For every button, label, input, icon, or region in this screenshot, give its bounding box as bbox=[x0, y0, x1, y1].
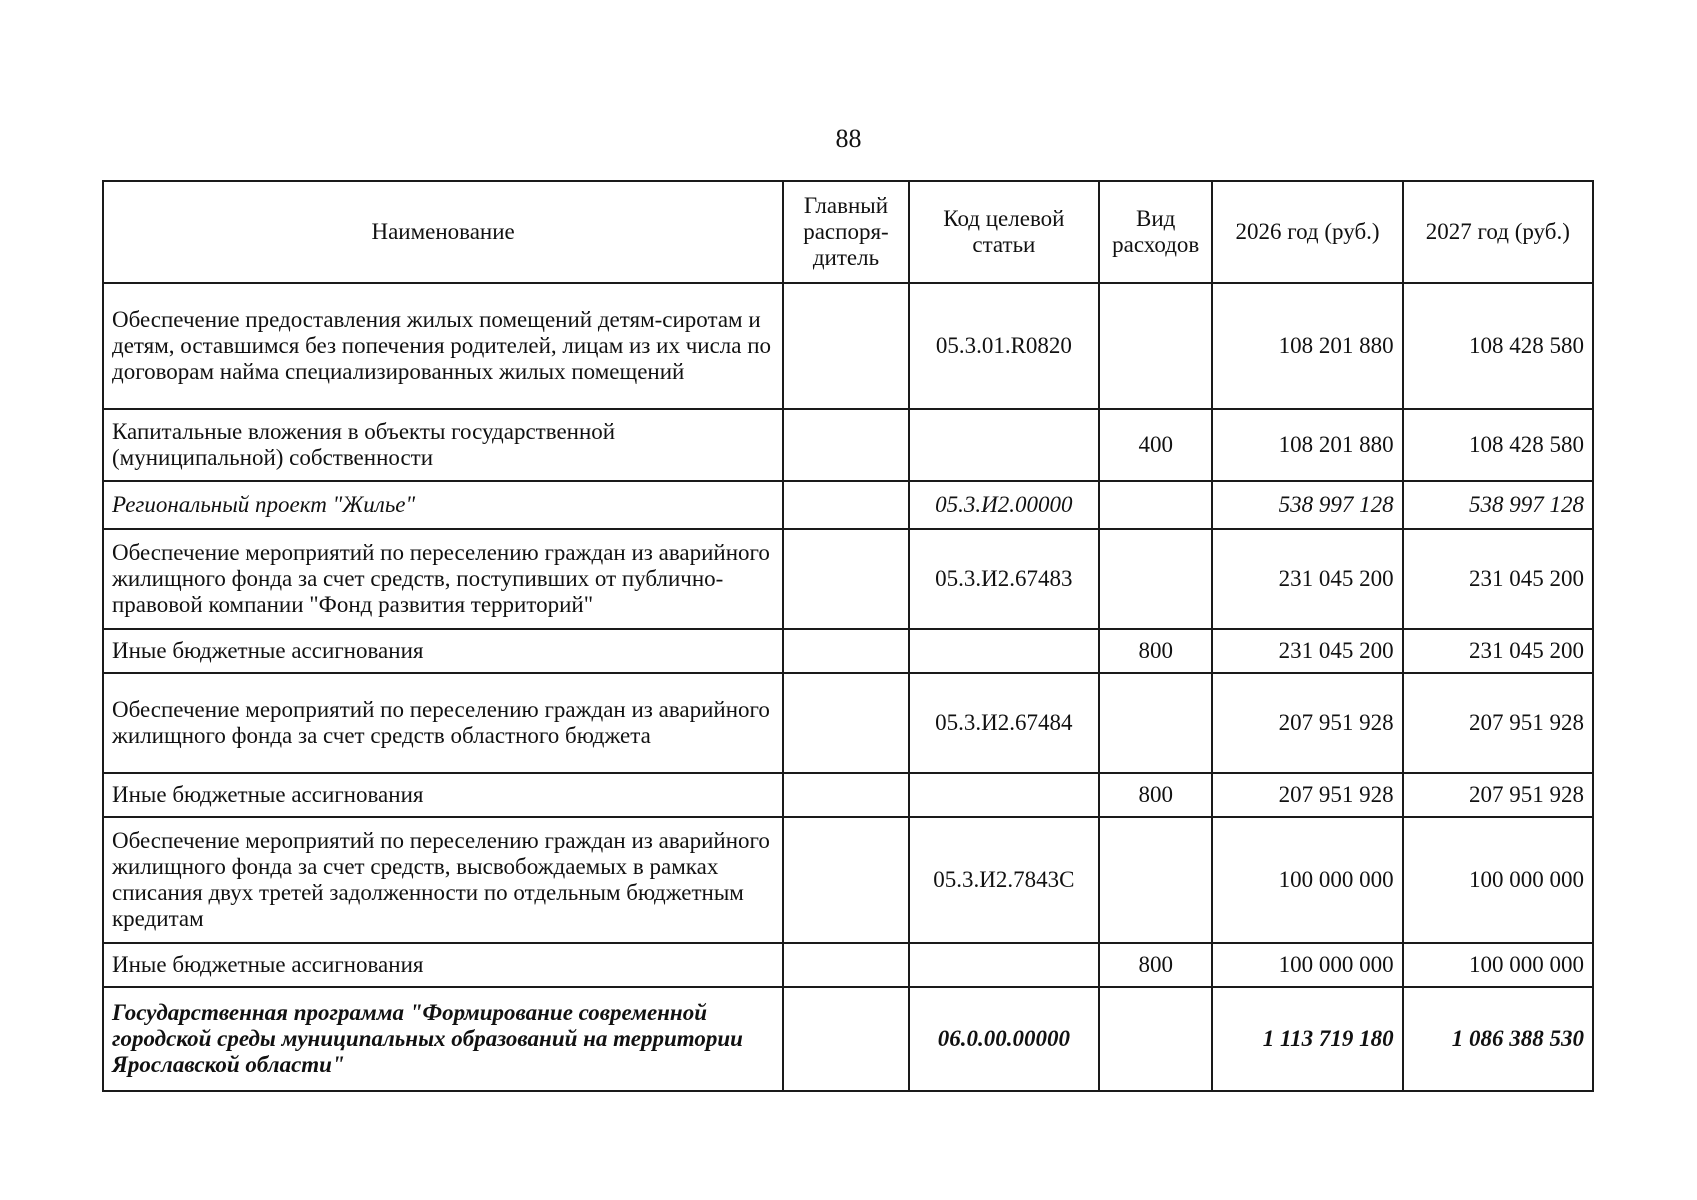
row-name: Капитальные вложения в объекты государственной (муниципальной) собственности bbox=[103, 409, 783, 481]
row-code bbox=[909, 409, 1099, 481]
row-type bbox=[1099, 673, 1212, 773]
table-row bbox=[103, 529, 1593, 629]
row-name: Обеспечение мероприятий по переселению граждан из аварийного жилищного фонда за счет средств областного бюджета bbox=[103, 673, 783, 773]
row-name: Иные бюджетные ассигнования bbox=[103, 629, 783, 673]
row-2026: 207 951 928 bbox=[1212, 773, 1402, 817]
row-name: Обеспечение мероприятий по переселению граждан из аварийного жилищного фонда за счет средств, высвобождаемых в рамках списания двух третей задолженности по отдельным бюджетным кредитам bbox=[103, 817, 783, 943]
row-2026: 538 997 128 bbox=[1212, 481, 1402, 529]
row-code bbox=[909, 943, 1099, 987]
row-admin bbox=[783, 773, 909, 817]
row-name: Региональный проект "Жилье" bbox=[103, 481, 783, 529]
header-name: Наименование bbox=[103, 181, 783, 283]
row-2027: 207 951 928 bbox=[1403, 673, 1593, 773]
table-row bbox=[103, 817, 1593, 943]
row-2026: 100 000 000 bbox=[1212, 817, 1402, 943]
row-admin bbox=[783, 283, 909, 409]
row-2026: 1 113 719 180 bbox=[1212, 987, 1402, 1091]
row-code: 05.3.И2.67484 bbox=[909, 673, 1099, 773]
row-2027: 1 086 388 530 bbox=[1403, 987, 1593, 1091]
header-type: Вид расходов bbox=[1099, 181, 1212, 283]
row-admin bbox=[783, 409, 909, 481]
table-row bbox=[103, 773, 1593, 817]
row-2027: 231 045 200 bbox=[1403, 629, 1593, 673]
row-name: Иные бюджетные ассигнования bbox=[103, 943, 783, 987]
table-header-row bbox=[103, 181, 1593, 283]
header-2026: 2026 год (руб.) bbox=[1212, 181, 1402, 283]
table-row bbox=[103, 283, 1593, 409]
row-admin bbox=[783, 817, 909, 943]
row-code: 05.3.И2.00000 bbox=[909, 481, 1099, 529]
row-2027: 108 428 580 bbox=[1403, 283, 1593, 409]
row-2027: 100 000 000 bbox=[1403, 817, 1593, 943]
header-code: Код целевой статьи bbox=[909, 181, 1099, 283]
row-2026: 231 045 200 bbox=[1212, 529, 1402, 629]
row-2026: 108 201 880 bbox=[1212, 409, 1402, 481]
row-2026: 231 045 200 bbox=[1212, 629, 1402, 673]
row-name: Обеспечение мероприятий по переселению граждан из аварийного жилищного фонда за счет средств, поступивших от публично-правовой компании "Фонд развития территорий" bbox=[103, 529, 783, 629]
table-row bbox=[103, 673, 1593, 773]
row-code bbox=[909, 629, 1099, 673]
row-type: 400 bbox=[1099, 409, 1212, 481]
table-row bbox=[103, 943, 1593, 987]
table-row bbox=[103, 987, 1593, 1091]
row-admin bbox=[783, 529, 909, 629]
row-name: Обеспечение предоставления жилых помещений детям-сиротам и детям, оставшимся без попечения родителей, лицам из их числа по договорам найма специализированных жилых помещений bbox=[103, 283, 783, 409]
row-type: 800 bbox=[1099, 773, 1212, 817]
header-admin: Главный распоря-дитель bbox=[783, 181, 909, 283]
row-type bbox=[1099, 481, 1212, 529]
row-2026: 100 000 000 bbox=[1212, 943, 1402, 987]
row-type bbox=[1099, 817, 1212, 943]
row-admin bbox=[783, 673, 909, 773]
row-admin bbox=[783, 629, 909, 673]
row-2027: 207 951 928 bbox=[1403, 773, 1593, 817]
row-2027: 100 000 000 bbox=[1403, 943, 1593, 987]
table-row bbox=[103, 629, 1593, 673]
header-2027: 2027 год (руб.) bbox=[1403, 181, 1593, 283]
table-row bbox=[103, 481, 1593, 529]
row-2027: 538 997 128 bbox=[1403, 481, 1593, 529]
row-code: 06.0.00.00000 bbox=[909, 987, 1099, 1091]
row-2026: 108 201 880 bbox=[1212, 283, 1402, 409]
row-type bbox=[1099, 529, 1212, 629]
row-2027: 231 045 200 bbox=[1403, 529, 1593, 629]
page-number: 88 bbox=[835, 124, 862, 153]
row-2027: 108 428 580 bbox=[1403, 409, 1593, 481]
row-admin bbox=[783, 481, 909, 529]
row-name: Государственная программа "Формирование современной городской среды муниципальных образований на территории Ярославской области" bbox=[103, 987, 783, 1091]
row-type bbox=[1099, 283, 1212, 409]
budget-table bbox=[102, 180, 1594, 1092]
row-admin bbox=[783, 987, 909, 1091]
row-code: 05.3.01.R0820 bbox=[909, 283, 1099, 409]
row-code bbox=[909, 773, 1099, 817]
row-type: 800 bbox=[1099, 629, 1212, 673]
row-name: Иные бюджетные ассигнования bbox=[103, 773, 783, 817]
table-row bbox=[103, 409, 1593, 481]
row-type bbox=[1099, 987, 1212, 1091]
row-admin bbox=[783, 943, 909, 987]
row-2026: 207 951 928 bbox=[1212, 673, 1402, 773]
row-code: 05.3.И2.7843С bbox=[909, 817, 1099, 943]
row-code: 05.3.И2.67483 bbox=[909, 529, 1099, 629]
row-type: 800 bbox=[1099, 943, 1212, 987]
